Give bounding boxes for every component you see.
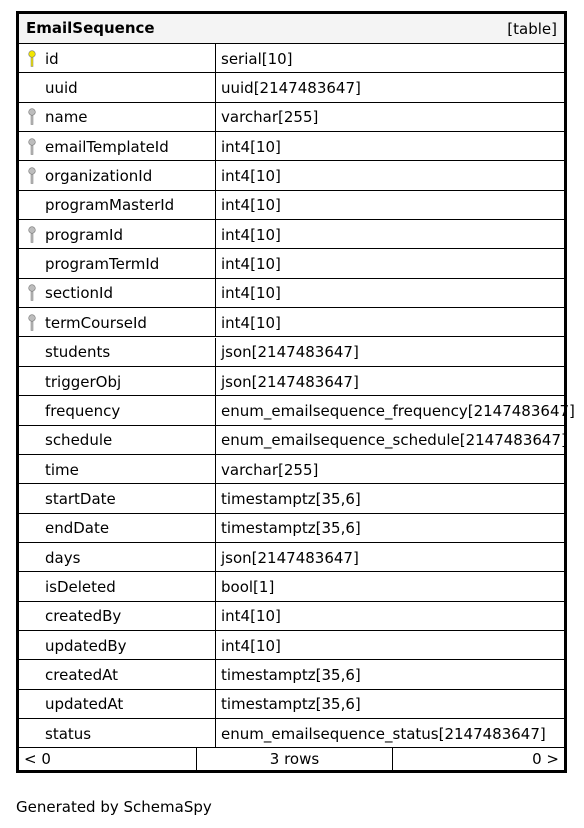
- footer-children-count[interactable]: 0 >: [532, 749, 559, 768]
- column-type: int4[10]: [221, 284, 281, 303]
- column-type: int4[10]: [221, 137, 281, 156]
- column-name-cell: [19, 73, 216, 102]
- column-name: emailTemplateId: [45, 137, 169, 156]
- table-row: [19, 690, 564, 719]
- generated-by-text: Generated by SchemaSpy: [16, 798, 212, 816]
- column-name: students: [45, 343, 111, 362]
- column-name-cell: [19, 543, 216, 572]
- column-name: triggerObj: [45, 372, 122, 391]
- column-name-cell: [19, 308, 216, 337]
- column-name: sectionId: [45, 284, 113, 303]
- column-type-cell: [218, 249, 564, 278]
- table-row: [19, 719, 564, 748]
- column-type: varchar[255]: [221, 108, 319, 127]
- column-name: days: [45, 548, 81, 567]
- column-type-cell: [218, 367, 564, 396]
- column-type: int4[10]: [221, 313, 281, 332]
- table-footer: [19, 747, 564, 770]
- table-header: [19, 14, 564, 44]
- column-name: programMasterId: [45, 196, 175, 215]
- column-name: startDate: [45, 489, 116, 508]
- table-name[interactable]: EmailSequence: [26, 19, 155, 37]
- column-name: status: [45, 724, 92, 743]
- column-type: timestamptz[35,6]: [221, 489, 361, 508]
- table-row: [19, 308, 564, 337]
- column-name-cell: [19, 132, 216, 161]
- column-type: serial[10]: [221, 49, 293, 68]
- column-type: uuid[2147483647]: [221, 79, 361, 98]
- foreign-key-icon: [27, 284, 37, 302]
- column-type: enum_emailsequence_frequency[2147483647]: [221, 401, 575, 420]
- column-type-cell: [218, 602, 564, 631]
- column-name: programTermId: [45, 255, 160, 274]
- table-row: [19, 484, 564, 513]
- column-type: timestamptz[35,6]: [221, 666, 361, 685]
- primary-key-icon: [27, 50, 37, 68]
- column-type-cell: [218, 44, 564, 73]
- foreign-key-icon: [27, 108, 37, 126]
- column-name: id: [45, 49, 59, 68]
- column-name-cell: [19, 338, 216, 367]
- column-type-cell: [218, 426, 567, 455]
- column-type: enum_emailsequence_status[2147483647]: [221, 724, 546, 743]
- column-name-cell: [19, 484, 216, 513]
- column-name-cell: [19, 367, 216, 396]
- table-row: [19, 191, 564, 220]
- table-row: [19, 514, 564, 543]
- column-type-cell: [218, 660, 564, 689]
- table-box: [16, 11, 575, 773]
- column-name-cell: [19, 220, 216, 249]
- column-name-cell: [19, 690, 216, 719]
- column-type: int4[10]: [221, 636, 281, 655]
- column-type-cell: [218, 103, 564, 132]
- table-row: [19, 660, 564, 689]
- column-name: termCourseId: [45, 313, 147, 332]
- table-row: [19, 572, 564, 601]
- foreign-key-icon: [27, 167, 37, 185]
- column-type-cell: [218, 543, 564, 572]
- table-row: [19, 426, 567, 455]
- column-type: json[2147483647]: [221, 372, 359, 391]
- column-name: updatedAt: [45, 695, 124, 714]
- column-type-cell: [218, 338, 564, 367]
- footer-right-cell: [393, 747, 564, 770]
- column-type-cell: [218, 631, 564, 660]
- column-name-cell: [19, 631, 216, 660]
- column-name-cell: [19, 572, 216, 601]
- column-type: int4[10]: [221, 225, 281, 244]
- foreign-key-icon: [27, 314, 37, 332]
- column-type: enum_emailsequence_schedule[2147483647]: [221, 431, 567, 450]
- column-name-cell: [19, 161, 216, 190]
- table-row: [19, 455, 564, 484]
- column-type: json[2147483647]: [221, 343, 359, 362]
- column-name: name: [45, 108, 88, 127]
- footer-left-cell: [19, 747, 197, 770]
- column-name-cell: [19, 602, 216, 631]
- column-type-cell: [218, 690, 564, 719]
- column-name-cell: [19, 426, 216, 455]
- column-name: createdAt: [45, 666, 119, 685]
- column-type-cell: [218, 279, 564, 308]
- column-name-cell: [19, 249, 216, 278]
- column-type-cell: [218, 719, 564, 748]
- column-type-cell: [218, 191, 564, 220]
- column-name-cell: [19, 103, 216, 132]
- column-name-cell: [19, 191, 216, 220]
- table-row: [19, 543, 564, 572]
- column-type: int4[10]: [221, 167, 281, 186]
- column-name-cell: [19, 279, 216, 308]
- table-row: [19, 396, 575, 425]
- column-type-cell: [218, 220, 564, 249]
- column-name-cell: [19, 660, 216, 689]
- column-name-cell: [19, 719, 216, 748]
- column-type: bool[1]: [221, 577, 275, 596]
- table-row: [19, 44, 564, 73]
- table-row: [19, 73, 564, 102]
- column-name: programId: [45, 225, 123, 244]
- column-name: uuid: [45, 79, 78, 98]
- table-row: [19, 602, 564, 631]
- table-row: [19, 338, 564, 367]
- column-name: isDeleted: [45, 577, 116, 596]
- column-type-cell: [218, 73, 564, 102]
- column-name: time: [45, 460, 79, 479]
- column-type: int4[10]: [221, 255, 281, 274]
- column-name-cell: [19, 396, 216, 425]
- column-type: varchar[255]: [221, 460, 319, 479]
- column-type-cell: [218, 161, 564, 190]
- table-kind: [table]: [507, 20, 557, 38]
- column-name: organizationId: [45, 167, 153, 186]
- column-name: schedule: [45, 431, 113, 450]
- column-name-cell: [19, 44, 216, 73]
- column-type: timestamptz[35,6]: [221, 695, 361, 714]
- column-name: endDate: [45, 519, 110, 538]
- table-row: [19, 631, 564, 660]
- table-row: [19, 220, 564, 249]
- column-name: frequency: [45, 401, 121, 420]
- table-row: [19, 367, 564, 396]
- foreign-key-icon: [27, 138, 37, 156]
- table-row: [19, 249, 564, 278]
- table-row: [19, 132, 564, 161]
- footer-row-count: 3 rows: [269, 749, 320, 768]
- column-name-cell: [19, 514, 216, 543]
- table-row: [19, 103, 564, 132]
- column-name: updatedBy: [45, 636, 127, 655]
- column-type: timestamptz[35,6]: [221, 519, 361, 538]
- foreign-key-icon: [27, 226, 37, 244]
- table-row: [19, 279, 564, 308]
- table-row: [19, 161, 564, 190]
- column-type-cell: [218, 484, 564, 513]
- column-type: int4[10]: [221, 607, 281, 626]
- column-type-cell: [218, 132, 564, 161]
- column-type-cell: [218, 514, 564, 543]
- column-type-cell: [218, 455, 564, 484]
- column-type-cell: [218, 308, 564, 337]
- footer-center-cell: [197, 747, 393, 770]
- column-name-cell: [19, 455, 216, 484]
- column-type-cell: [218, 396, 575, 425]
- column-type-cell: [218, 572, 564, 601]
- column-type: int4[10]: [221, 196, 281, 215]
- footer-parents-count[interactable]: < 0: [24, 749, 51, 768]
- column-name: createdBy: [45, 607, 122, 626]
- column-type: json[2147483647]: [221, 548, 359, 567]
